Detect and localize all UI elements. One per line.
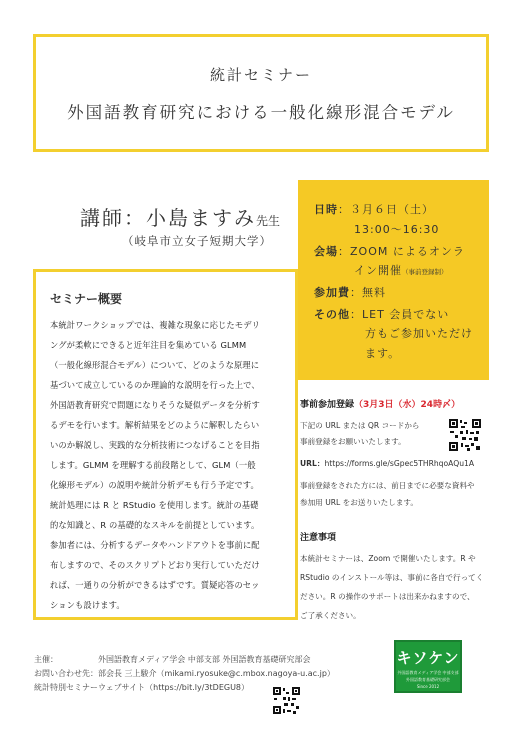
info-date — [314, 202, 434, 218]
logo-sub2: 外国語教育基礎研究部会 — [406, 677, 450, 682]
seminar-body-line: 統計処理には R と RStudio を使用します。統計の基礎 — [50, 500, 259, 510]
info-other-2: 方もご参加いただけ — [365, 327, 473, 340]
title-line1: 統計セミナー — [209, 65, 312, 84]
info-venue-2 — [354, 263, 448, 280]
registration-line2: 事前登録をお願いいたします。 — [300, 437, 406, 446]
seminar-body-line: 基づいて成立しているのか理論的な説明を行った上で、 — [50, 380, 260, 390]
footer-host — [34, 654, 310, 665]
fee-key: 参加費 — [314, 286, 350, 299]
logo-sub1: 外国語教育メディア学会 中部支部 — [397, 670, 459, 675]
info-other-3: ます。 — [365, 347, 401, 360]
kisoken-logo — [394, 640, 462, 693]
seminar-body-line: （一般化線形混合モデル）について、どのような原理に — [50, 360, 260, 370]
info-venue — [314, 244, 465, 260]
seminar-body-line: 的な知識と、R の基礎的なスキルを前提としています。 — [50, 520, 260, 530]
notice-body-line: RStudio のインストール等は、事前に各自で行ってく — [300, 573, 484, 582]
notice-body-line: 本統計セミナーは、Zoom で開催いたします。R や — [300, 554, 476, 563]
venue-value2: イン開催 — [354, 264, 402, 277]
title-box — [33, 34, 489, 152]
info-other — [314, 307, 449, 323]
registration-url-link[interactable]: https://forms.gle/sGpec5THRhqoAQu1A — [324, 459, 475, 468]
seminar-body-line: 布しますので、そのスクリプトどおり実行していただけ — [50, 560, 260, 570]
url-label: URL： — [300, 459, 325, 468]
registration-qr-code[interactable] — [448, 418, 482, 452]
lecturer-suffix: 先生 — [256, 214, 281, 228]
seminar-body-line: ションも設けます。 — [50, 600, 125, 610]
seminar-heading: セミナー概要 — [50, 292, 123, 306]
seminar-body-line: します。GLMM を理解する前段階として、GLM（一般 — [50, 460, 256, 470]
venue-note: （事前登録制） — [402, 268, 448, 276]
date-key: 日時 — [314, 203, 338, 216]
lecturer-name — [80, 202, 280, 231]
seminar-body-line: れば、一通りの分析ができるはずです。質疑応答のセッ — [50, 580, 260, 590]
footer-website[interactable]: 統計特別セミナーウェブサイト（https://bit.ly/3tDEGU8） — [34, 683, 250, 692]
website-qr-code[interactable] — [272, 686, 301, 715]
notice-body — [300, 549, 495, 625]
title-line2: 外国語教育研究における一般化線形混合モデル — [67, 102, 455, 122]
lecturer-affiliation: （岐阜市立女子短期大学） — [122, 234, 272, 248]
info-time: 13:00～16:30 — [354, 223, 440, 236]
seminar-body-line: 本統計ワークショップでは、複雑な現象に応じたモデリ — [50, 320, 261, 330]
venue-value: ：ZOOM によるオンラ — [338, 245, 465, 258]
host-name: 外国語教育メディア学会 中部支部 外国語教育基礎研究部会 — [98, 655, 311, 664]
date-value: ：３月６日（土） — [338, 203, 434, 216]
notice-body-line: ご了承ください。 — [300, 611, 361, 620]
seminar-body-line: るデモを行います。解析結果をどのように解釈したらい — [50, 420, 260, 430]
registration-url — [300, 456, 474, 471]
seminar-body-line: ングが柔軟にできると近年注目を集めている GLMM — [50, 340, 247, 350]
notice-heading: 注意事項 — [300, 533, 337, 543]
seminar-overview-box — [33, 269, 298, 620]
registration-after1: 事前登録をされた方には、前日までに必要な資料や — [300, 481, 475, 490]
fee-value: ：無料 — [350, 286, 386, 299]
registration-heading — [300, 397, 460, 410]
logo-main-text: キソケン — [396, 649, 460, 667]
registration-after2: 参加用 URL をお送りいたします。 — [300, 498, 419, 507]
logo-sub3: Since 2012 — [416, 684, 440, 689]
seminar-body-line: 化線形モデル）の説明や統計分析デモも行う予定です。 — [50, 480, 259, 490]
notice-body-line: ださい。R の操作のサポートは出来かねますので、 — [300, 592, 475, 601]
venue-key: 会場 — [314, 245, 338, 258]
info-panel — [298, 180, 489, 380]
host-label: 主催： — [34, 655, 58, 664]
footer-contact: お問い合わせ先：部会長 三上駿介（mikami.ryosuke@c.mbox.nagoya-u.ac.jp） — [34, 669, 335, 678]
seminar-body — [50, 315, 283, 615]
other-key: その他 — [314, 308, 350, 321]
lecturer-label: 講師：小島ますみ — [80, 206, 256, 230]
other-value: ：LET 会員でない — [350, 308, 450, 321]
registration-deadline: （3月3日（水）24時〆） — [354, 400, 461, 410]
seminar-body-line: 外国語教育研究で問題になりそうな疑似データを分析す — [50, 400, 260, 410]
seminar-body-line: 参加者には、分析するデータやハンドアウトを事前に配 — [50, 540, 260, 550]
seminar-body-line: いのか解説し、実践的な分析技術につなげることを目指 — [50, 440, 260, 450]
registration-line1: 下記の URL または QR コードから — [300, 421, 420, 430]
info-fee — [314, 285, 386, 301]
registration-title: 事前参加登録 — [300, 400, 355, 410]
